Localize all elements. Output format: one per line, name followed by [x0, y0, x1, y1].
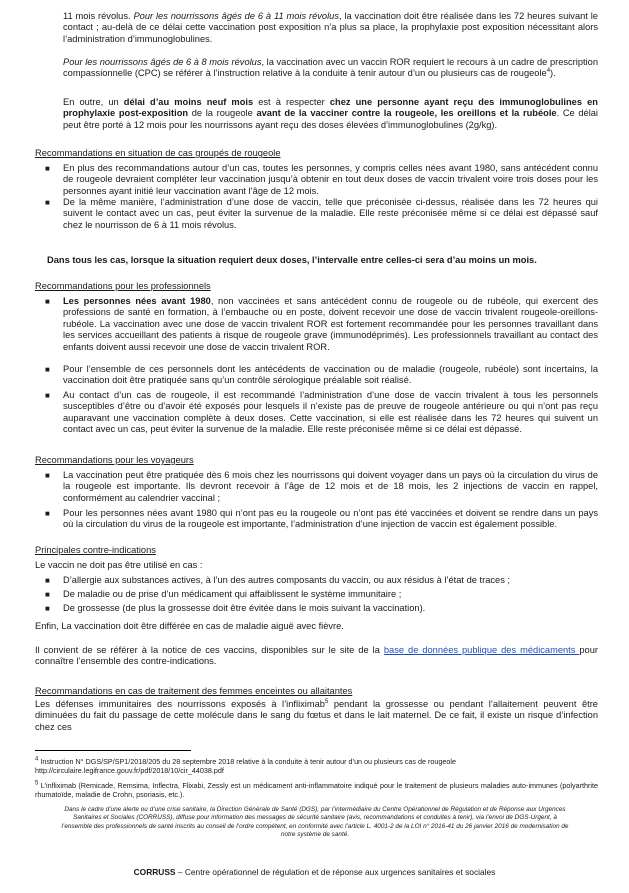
bullet-icon: ■ — [45, 590, 50, 599]
paragraph-deux-doses: Dans tous les cas, lorsque la situation requiert deux doses, l’intervalle entre celles-ci sera d’au moins un mois. — [47, 255, 537, 265]
list-item: De maladie ou de prise d’un médicament qui affaiblissent le système immunitaire ; — [63, 589, 402, 599]
paragraph-fievre: Enfin, La vaccination doit être différée en cas de maladie aiguë avec fièvre. — [35, 621, 344, 631]
bullet-icon: ■ — [45, 198, 50, 207]
list-item: La vaccination peut être pratiquée dès 6 mois chez les nourrissons qui doivent voyager dans un pays où la circulation du virus de la rougeole est importante. Ils devront recevoir à l’âge de 12 mois et de 18 mois, les 2 injections de vaccin en rappel, conformément au calendrier vaccinal ; — [63, 470, 598, 503]
paragraph-notice: Il convient de se référer à la notice de ces vaccins, disponibles sur le site de la base de données publique des médicaments pour connaître l’ensemble des contre-indications. — [35, 645, 598, 667]
heading-cas-groupes: Recommandations en situation de cas groupés de rougeole — [35, 148, 281, 158]
list-item: Les personnes nées avant 1980, non vaccinées et sans antécédent connu de rougeole ou de rubéole, qui exercent des professions de santé en formation, à l’embauche ou en poste, doivent recevoir une dose de vaccin trivalent rougeole-oreillons-rubéole. La vaccination avec une dose de vaccin trivalent ROR est fortement recommandée pour les personnes travaillant dans les services accueillant des patients à risque de rougeole grave (immunodéprimés). Les professionnels travaillant au contact des enfants doivent aussi recevoir une dose de vaccin trivalent ROR. — [63, 296, 598, 352]
bullet-icon: ■ — [45, 471, 50, 480]
bullet-icon: ■ — [45, 391, 50, 400]
footnote-5: $^5$ L’infliximab (Remicade, Remsima, Inflectra, Flixabi, Zessly est un médicament anti-inflammatoire indiqué pour le traitement de plusieurs maladies auto-immunes (polyarthrite rhumatoïde, maladie de Crohn, psoriasis, etc.). — [35, 780, 598, 799]
list-item: De grossesse (de plus la grossesse doit être évitée dans le mois suivant la vaccination). — [63, 603, 426, 613]
footnote-4: $^4$ Instruction N° DGS/SP/SP1/2018/205 du 28 septembre 2018 relative à la conduite à tenir autour d’un ou plusieurs cas de rougeole http://circulaire.legifrance.gouv.fr/pdf/2018/10/cir_44038.pdf — [35, 756, 456, 775]
heading-voyageurs: Recommandations pour les voyageurs — [35, 455, 194, 465]
footnote-separator — [35, 750, 191, 751]
base-medicaments-link[interactable]: base de données publique des médicaments — [383, 645, 580, 655]
contre-intro: Le vaccin ne doit pas être utilisé en cas : — [35, 560, 203, 570]
bullet-icon: ■ — [45, 365, 50, 374]
bullet-icon: ■ — [45, 576, 50, 585]
list-item: Au contact d’un cas de rougeole, il est recommandé l’administration d’une dose de vaccin trivalent à tous les personnels susceptibles d’être ou d’avoir été exposés pour lesquels il n’existe pas de preuve de rougeole antérieure ou qui n’ont pas reçu auparavant une vaccination complète à deux doses. Cette vaccination, si elle est réalisée dans les 72 heures qui suivent un contact avec un cas, peut éviter la survenue de la maladie. Elle reste préconisée même si ce délai est dépassé. — [63, 390, 598, 435]
bullet-icon: ■ — [45, 164, 50, 173]
heading-femmes-enceintes: Recommandations en cas de traitement des femmes enceintes ou allaitantes — [35, 686, 353, 696]
paragraph-post-exposure: 11 mois révolus. Pour les nourrissons âgés de 6 à 11 mois révolus, la vaccination doit être réalisée dans les 72 heures suivant le contact ; au-delà de ce délai cette vaccination post exposition n’a plus sa place, la prophylaxie post exposition nécessitant alors l’administration d’immunoglobulines. — [63, 11, 598, 44]
list-item: D’allergie aux substances actives, à l’un des autres composants du vaccin, ou aux résidus à l’état de traces ; — [63, 575, 511, 585]
list-item: Pour l’ensemble de ces personnels dont les antécédents de vaccination ou de maladie (rougeole, rubéole) sont incertains, la vaccination doit être pratiquée sans qu’un contrôle sérologique préalable soit réalisé. — [63, 364, 598, 386]
bullet-icon: ■ — [45, 604, 50, 613]
footnote-dgs-urgent: Dans le cadre d’une alerte ou d’une crise sanitaire, la Direction Générale de Santé (DGS), par l’intermédiaire du Centre Opérationnel de Régulation et de Réponse aux Urgences Sanitaires et Sociales (CORRUSS), diffuse pour information des messages de sécurité sanitaire (avis, recommandations et conduites à tenir), via l’envoi de DGS-Urgent, à l’ensemble des professionnels de santé inscrits au conseil de l’ordre compétent, en conformité avec l’article L. 4001-2 de la LOI n° 2016-41 du 26 janvier 2016 de modernisation de notre système de santé. — [61, 806, 569, 839]
paragraph-delai-neuf-mois: En outre, un délai d’au moins neuf mois est à respecter chez une personne ayant reçu des immunoglobulines en prophylaxie post-exposition de la rougeole avant de la vacciner contre la rougeole, les oreillons et la rubéole. Ce délai peut être porté à 12 mois pour les nourrissons ayant reçu des doses élevées d’immunoglobulines (2g/kg). — [63, 97, 599, 130]
footnote-4-url: http://circulaire.legifrance.gouv.fr/pdf/2018/10/cir_44038.pdf — [35, 766, 224, 775]
heading-contre-indications: Principales contre-indications — [35, 545, 156, 555]
list-item: Pour les personnes nées avant 1980 qui n’ont pas eu la rougeole ou n’ont pas été vaccinées et doivent se rendre dans un pays où la circulation du virus de la rougeole est importante, l’administration d’une injection de vaccin est également possible. — [63, 508, 598, 530]
paragraph-cpc: Pour les nourrissons âgés de 6 à 8 mois révolus, la vaccination avec un vaccin ROR requiert le recours à un cadre de prescription compassionnelle (CPC) se référer à l’instruction relative à la conduite à tenir autour d’un ou plusieurs cas de rougeole$^4$). — [63, 57, 598, 79]
paragraph-infliximab: Les défenses immunitaires des nourrissons exposés à l’infliximab$^5$ pendant la grossesse ou pendant l’allaitement peuvent être diminuées du fait du passage de cette molécule dans le sang du fœtus et dans le lait maternel. De ce fait, il existe un risque d’infection chez ces — [35, 698, 598, 732]
bullet-icon: ■ — [45, 509, 50, 518]
page-footer: CORRUSS – Centre opérationnel de régulation et de réponse aux urgences sanitaires et sociales — [133, 867, 496, 877]
heading-professionnels: Recommandations pour les professionnels — [35, 281, 211, 291]
list-item: En plus des recommandations autour d’un cas, toutes les personnes, y compris celles nées avant 1980, sans antécédent connu de rougeole devraient compléter leur vaccination jusqu’à obtenir en tout deux doses de vaccin trivalent voire trois doses pour les personnes ayant initié leur vaccination avant l’âge de 12 mois. — [63, 163, 598, 196]
list-item: De la même manière, l’administration d’une dose de vaccin, telle que préconisée ci-dessus, réalisée dans les 72 heures qui suivent le contact avec un cas, peut éviter la survenue de la maladie. Elle reste préconisée même si ce délai est dépassé sauf chez le nourrisson de 6 à 11 mois révolus. — [63, 197, 598, 230]
bullet-icon: ■ — [45, 297, 50, 306]
